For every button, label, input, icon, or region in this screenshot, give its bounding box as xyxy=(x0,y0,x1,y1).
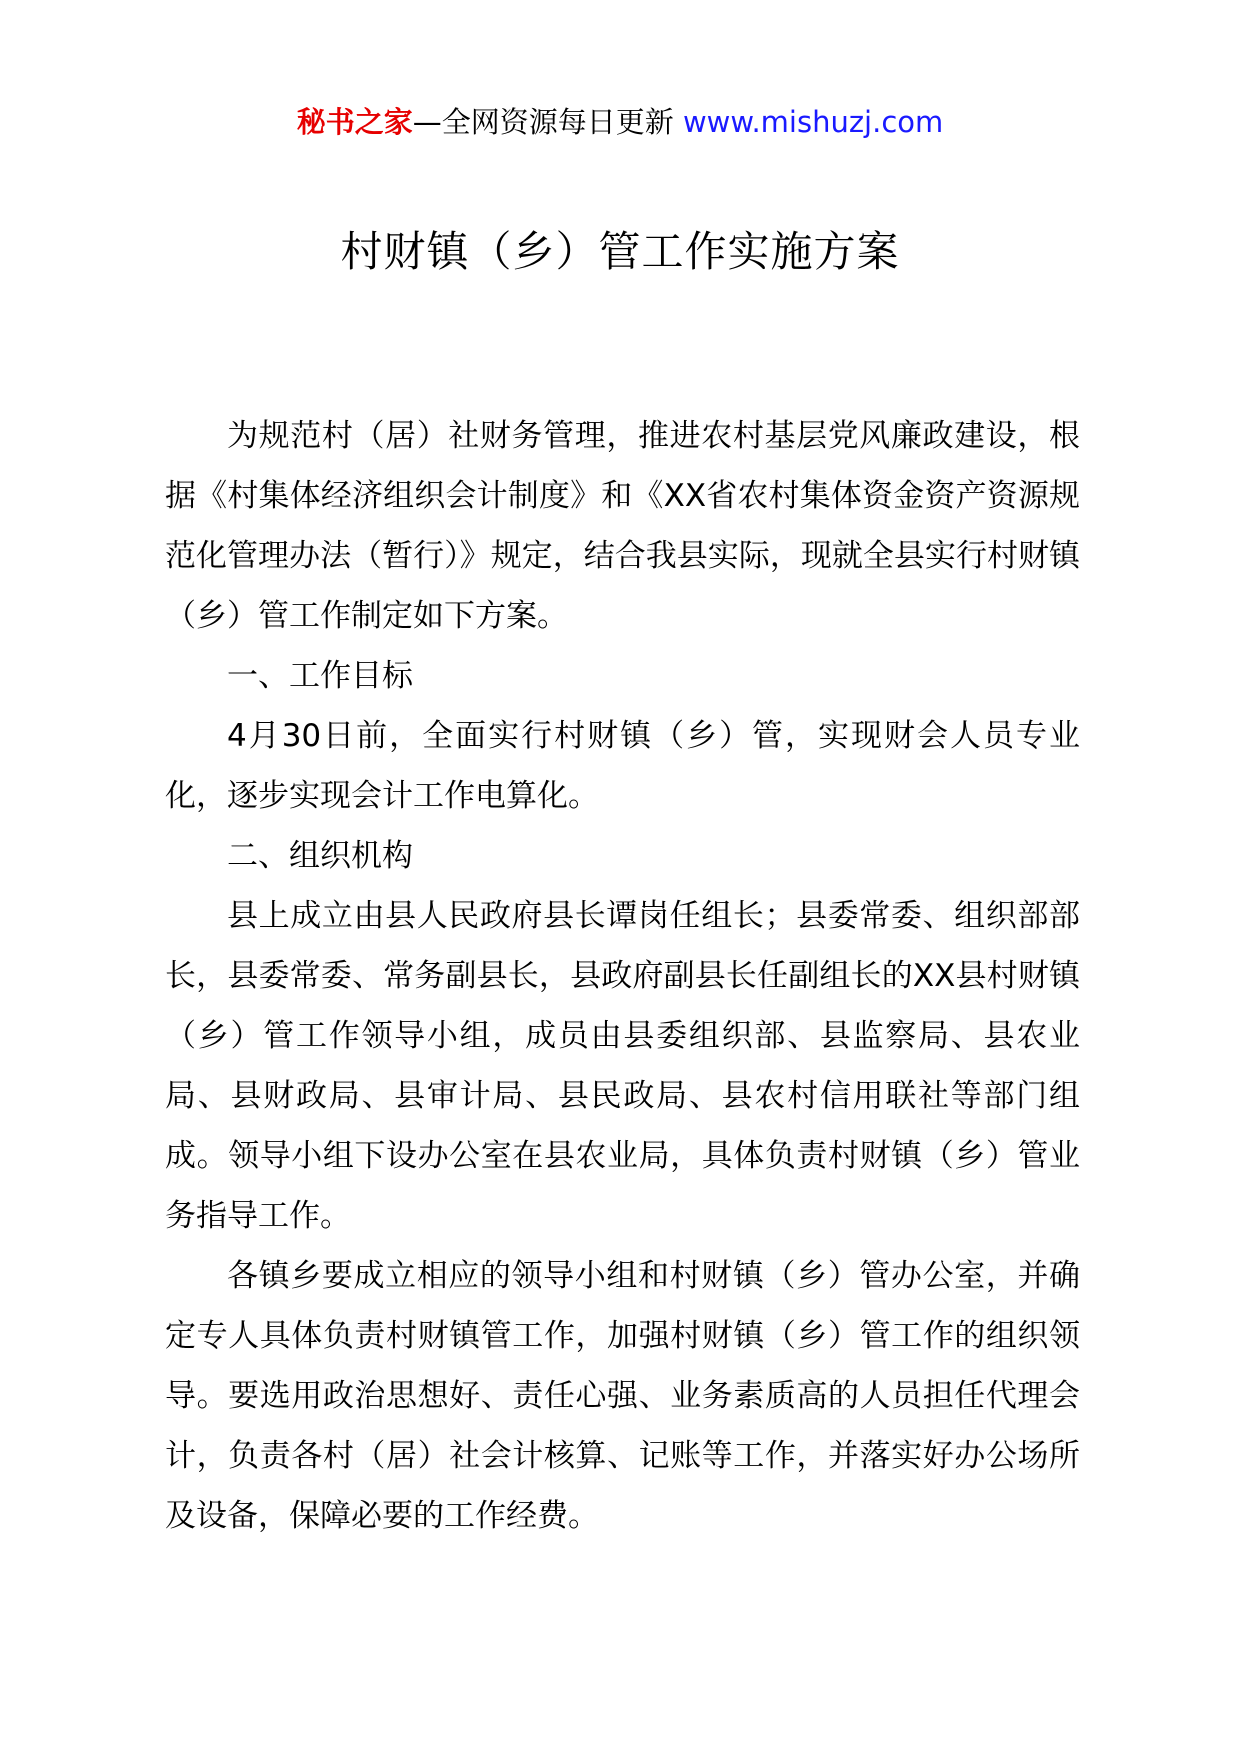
paragraph-goal: 4月30日前，全面实行村财镇（乡）管，实现财会人员专业化，逐步实现会计工作电算化。 xyxy=(165,718,1080,814)
site-tagline: —全网资源每日更新 xyxy=(412,105,683,139)
section-heading-organization: 二、组织机构 xyxy=(227,838,413,874)
site-brand: 秘书之家 xyxy=(296,105,413,139)
site-url-link[interactable]: www.mishuzj.com xyxy=(682,105,944,139)
paragraph-township-duties: 各镇乡要成立相应的领导小组和村财镇（乡）管办公室，并确定专人具体负责村财镇管工作，加强村财镇（乡）管工作的组织领导。要选用政治思想好、责任心强、业务素质高的人员担任代理会计，负责各村（居）社会计核算、记账等工作，并落实好办公场所及设备，保障必要的工作经费。 xyxy=(165,1258,1080,1534)
site-header xyxy=(0,100,1240,144)
section-heading-goal: 一、工作目标 xyxy=(227,658,413,694)
document-body xyxy=(165,406,1080,1546)
document-title: 村财镇（乡）管工作实施方案 xyxy=(340,227,900,276)
paragraph-intro: 为规范村（居）社财务管理，推进农村基层党风廉政建设，根据《村集体经济组织会计制度》和《XX省农村集体资金资产资源规范化管理办法（暂行）》规定，结合我县实际，现就全县实行村财镇（乡）管工作制定如下方案。 xyxy=(165,418,1080,634)
paragraph-organization: 县上成立由县人民政府县长谭岗任组长；县委常委、组织部部长，县委常委、常务副县长，县政府副县长任副组长的XX县村财镇（乡）管工作领导小组，成员由县委组织部、县监察局、县农业局、县财政局、县审计局、县民政局、县农村信用联社等部门组成。领导小组下设办公室在县农业局，具体负责村财镇（乡）管业务指导工作。 xyxy=(165,898,1080,1234)
